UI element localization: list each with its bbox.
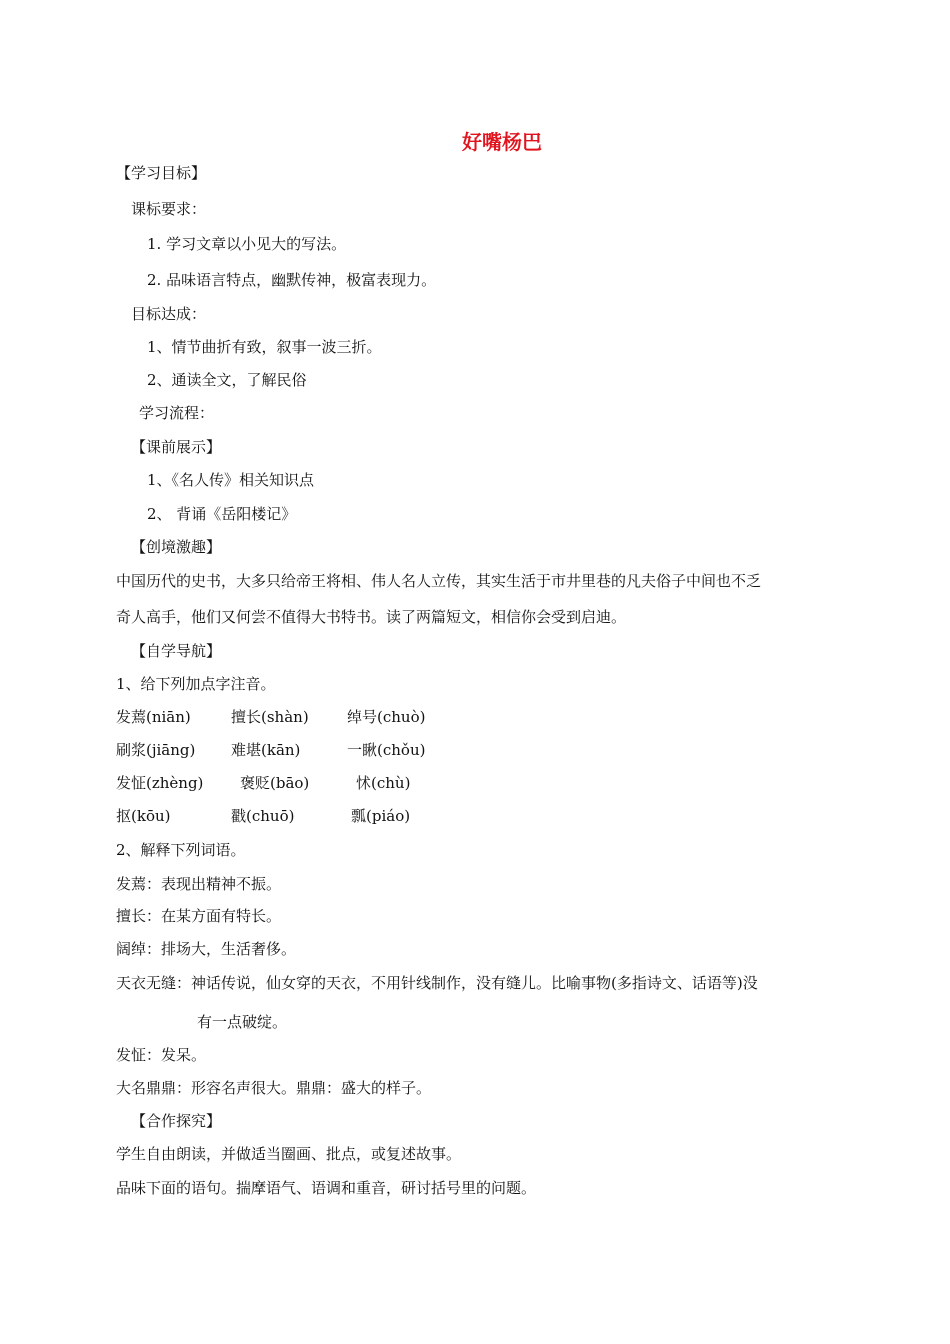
requirement-item: 2. 品味语言特点，幽默传神，极富表现力。 [147, 271, 437, 289]
pinyin-entry: 难堪(kān) [231, 741, 301, 759]
target-item: 1、情节曲折有致，叙事一波三折。 [147, 338, 382, 356]
question-1: 1、给下列加点字注音。 [116, 675, 276, 693]
pinyin-entry: 绰号(chuò) [347, 708, 426, 726]
pinyin-entry: 擅长(shàn) [231, 708, 309, 726]
pinyin-entry: 一瞅(chǒu) [347, 741, 426, 759]
intro-paragraph-line: 中国历代的史书，大多只给帝王将相、伟人名人立传，其实生活于市井里巷的凡夫俗子中间也不乏 [116, 572, 762, 590]
question-2: 2、解释下列词语。 [116, 841, 246, 859]
pinyin-entry: 褒贬(bāo) [240, 774, 310, 792]
target-item: 2、通读全文，了解民俗 [147, 371, 307, 389]
course-requirements-label: 课标要求： [131, 200, 207, 218]
definition: 天衣无缝：神话传说，仙女穿的天衣，不用针线制作，没有缝儿。比喻事物(多指诗文、话语等)没 [116, 974, 758, 992]
pinyin-entry: 抠(kōu) [116, 807, 171, 825]
definition: 阔绰：排场大，生活奢侈。 [116, 940, 297, 958]
pinyin-entry: 发怔(zhèng) [116, 774, 204, 792]
section-heading-preview: 【课前展示】 [131, 438, 222, 456]
requirement-item: 1. 学习文章以小见大的写法。 [147, 235, 347, 253]
cooperation-text: 品味下面的语句。揣摩语气、语调和重音，研讨括号里的问题。 [116, 1179, 537, 1197]
cooperation-text: 学生自由朗读，并做适当圈画、批点，或复述故事。 [116, 1145, 462, 1163]
pinyin-entry: 刷浆(jiāng) [116, 741, 196, 759]
pinyin-entry: 戳(chuō) [231, 807, 295, 825]
definition: 大名鼎鼎：形容名声很大。鼎鼎：盛大的样子。 [116, 1079, 432, 1097]
pinyin-entry: 怵(chù) [356, 774, 411, 792]
target-label: 目标达成： [131, 305, 207, 323]
pinyin-entry: 发蔫(niān) [116, 708, 191, 726]
definition: 发怔：发呆。 [116, 1046, 207, 1064]
intro-paragraph-line: 奇人高手，他们又何尝不值得大书特书。读了两篇短文，相信你会受到启迪。 [116, 608, 627, 626]
section-heading-intro: 【创境激趣】 [131, 538, 222, 556]
pinyin-entry: 瓢(piáo) [351, 807, 411, 825]
definition: 擅长：在某方面有特长。 [116, 907, 282, 925]
preview-item: 2、 背诵《岳阳楼记》 [147, 505, 297, 523]
section-heading-self-study: 【自学导航】 [131, 642, 222, 660]
preview-item: 1、《名人传》相关知识点 [147, 471, 315, 489]
section-heading-goals: 【学习目标】 [116, 164, 207, 182]
learning-flow-label: 学习流程： [139, 404, 215, 422]
page-title: 好嘴杨巴 [462, 130, 542, 154]
definition: 发蔫：表现出精神不振。 [116, 875, 282, 893]
definition-continuation: 有一点破绽。 [197, 1013, 288, 1031]
section-heading-cooperation: 【合作探究】 [131, 1112, 222, 1130]
